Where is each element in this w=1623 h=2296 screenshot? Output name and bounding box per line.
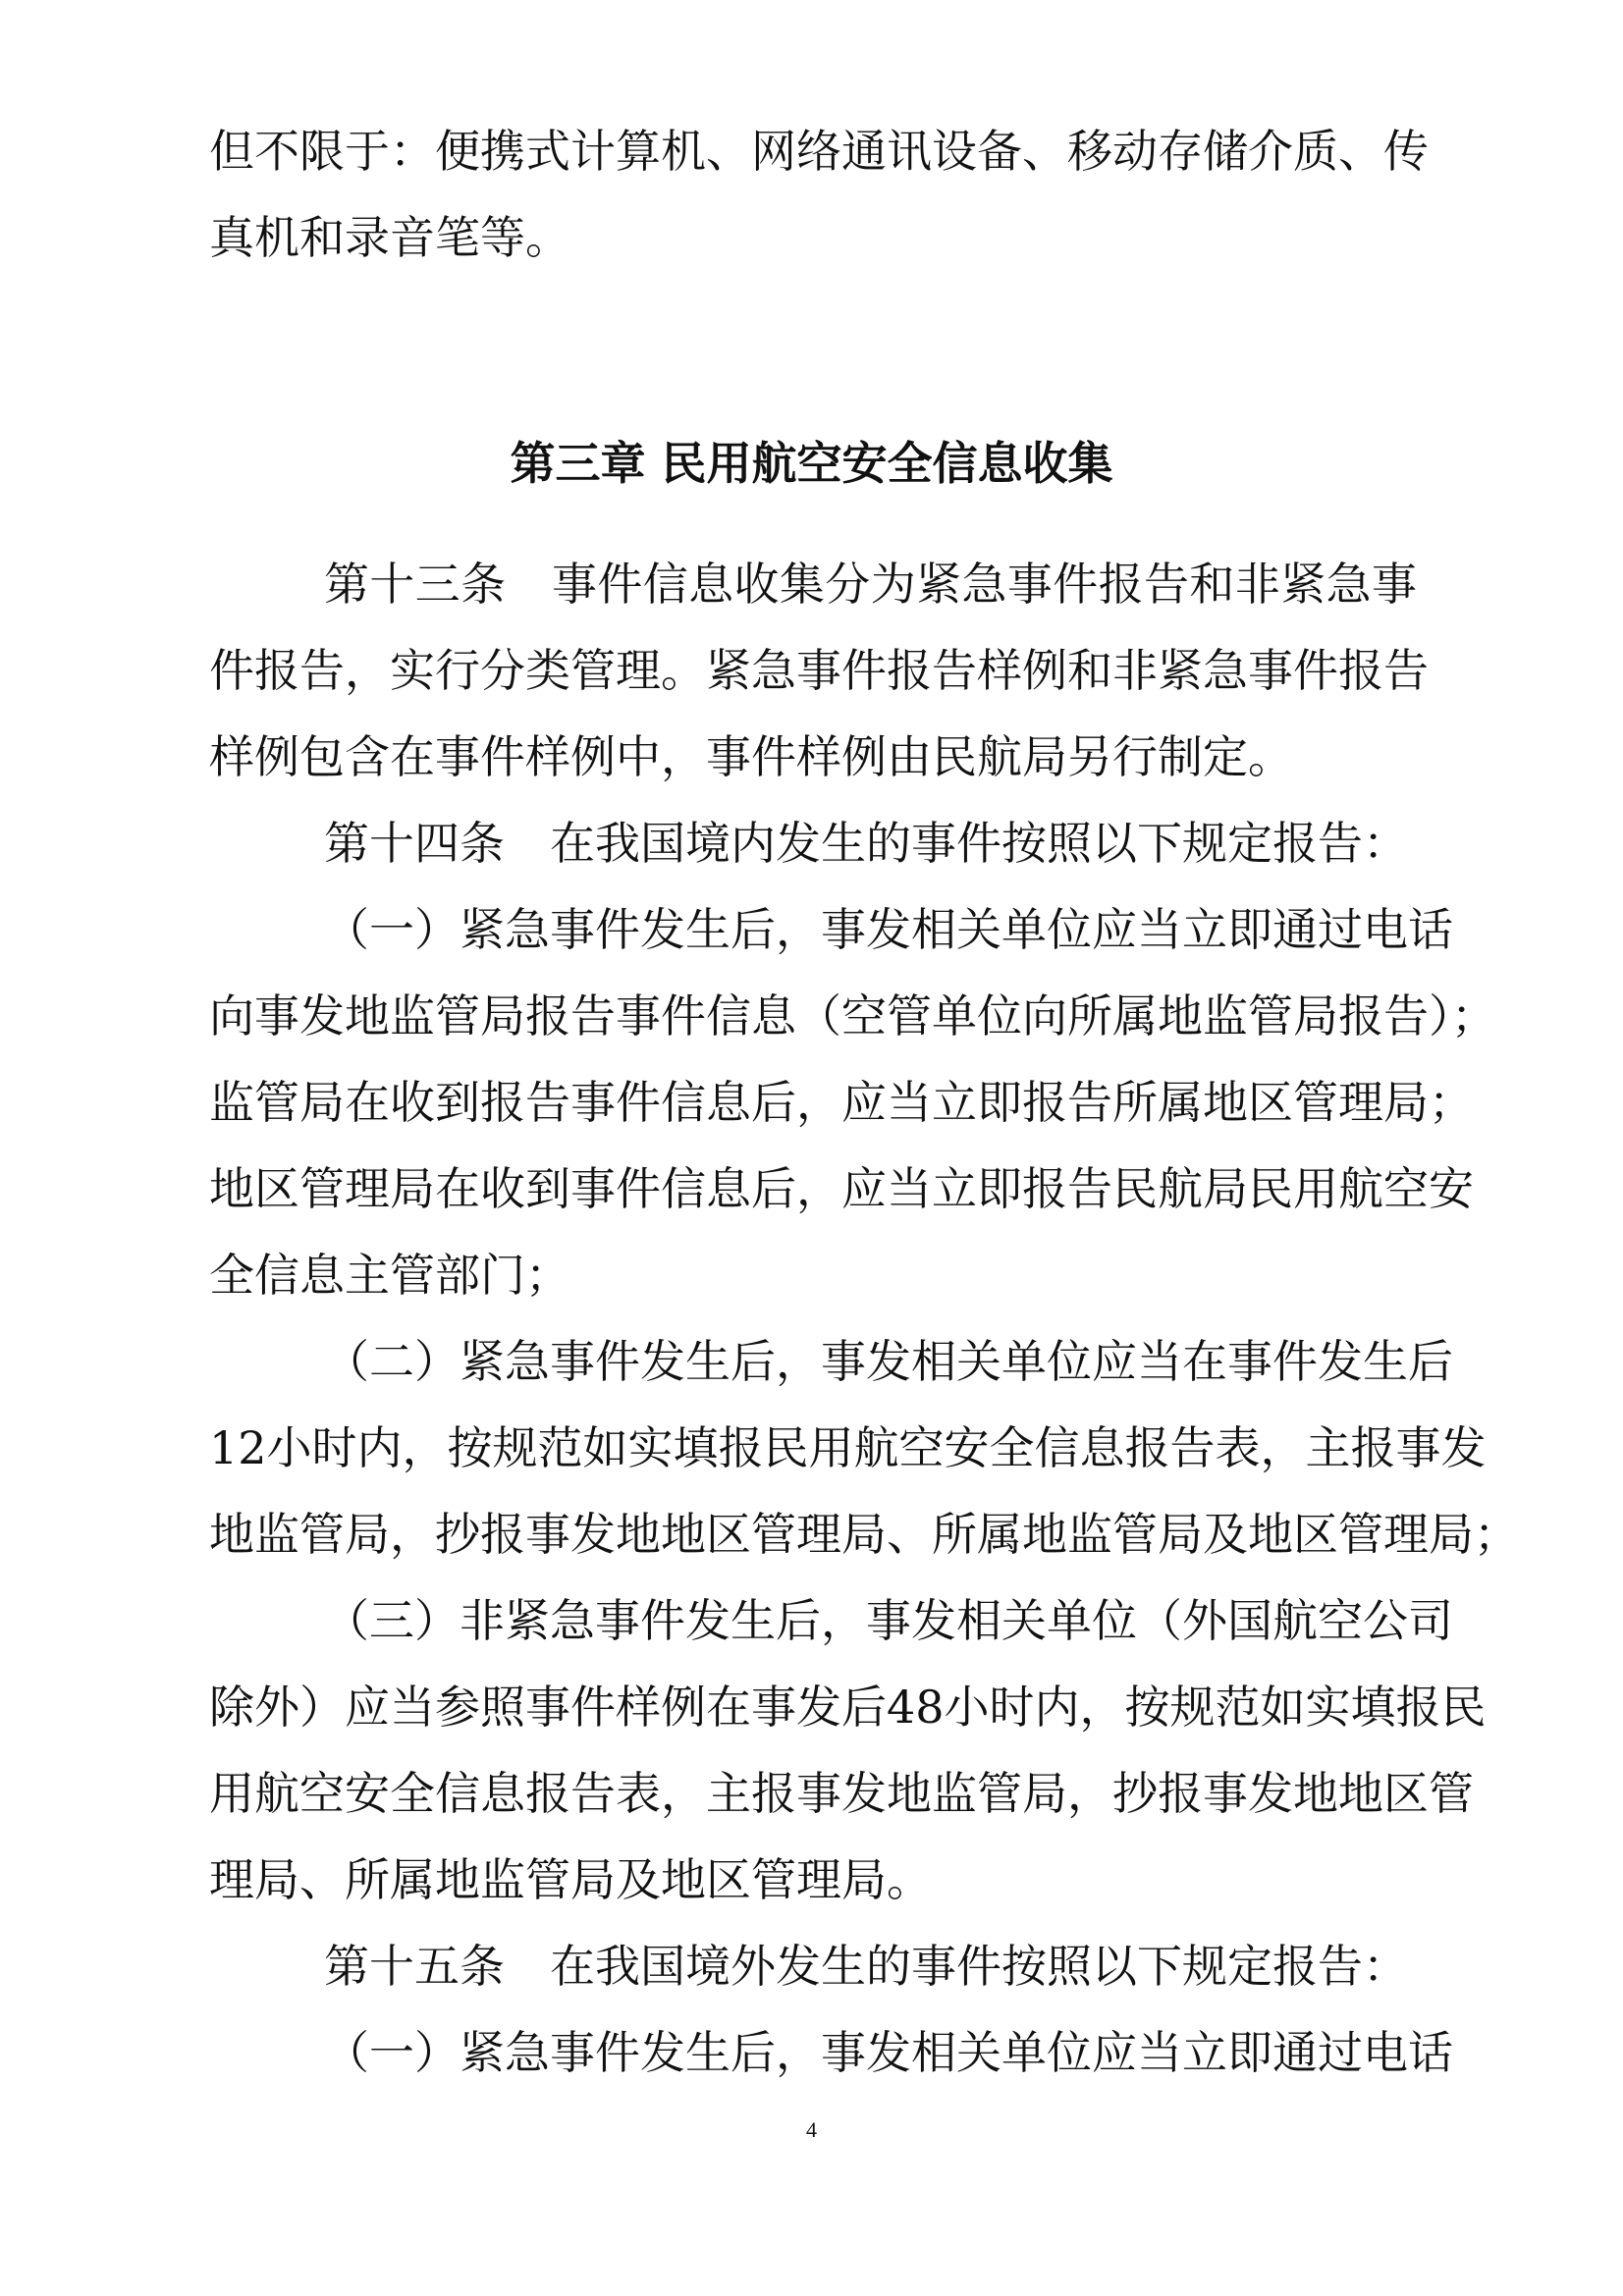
article-15-line: 第十五条 在我国境外发生的事件按照以下规定报告：: [324, 1940, 1408, 1993]
article-14-line: 第十四条 在我国境内发生的事件按照以下规定报告：: [324, 817, 1408, 870]
text-line: 用航空安全信息报告表，主报事发地监管局，抄报事发地地区管: [209, 1767, 1474, 1820]
text-line: 理局、所属地监管局及地区管理局。: [209, 1853, 932, 1906]
text-line: （三）非紧急事件发生后，事发相关单位（外国航空公司: [324, 1594, 1453, 1647]
page-number: 4: [806, 2117, 817, 2142]
text-line: 监管局在收到报告事件信息后，应当立即报告所属地区管理局；: [209, 1076, 1474, 1129]
text-line: （二）紧急事件发生后，事发相关单位应当在事件发生后: [324, 1335, 1453, 1388]
text-line: 向事发地监管局报告事件信息（空管单位向所属地监管局报告）；: [209, 989, 1496, 1042]
text-line: 地区管理局在收到事件信息后，应当立即报告民航局民用航空安: [209, 1162, 1474, 1215]
text-line: 全信息主管部门；: [209, 1249, 570, 1302]
text-line: 样例包含在事件样例中，事件样例由民航局另行制定。: [209, 730, 1293, 783]
text-line: 除外）应当参照事件样例在事发后48小时内，按规范如实填报民: [209, 1681, 1487, 1734]
text-line: （一）紧急事件发生后，事发相关单位应当立即通过电话: [324, 903, 1453, 956]
text-line: 12小时内，按规范如实填报民用航空安全信息报告表，主报事发: [209, 1421, 1487, 1474]
chapter-heading: 第三章 民用航空安全信息收集: [510, 437, 1113, 490]
text-line: 但不限于：便携式计算机、网络通讯设备、移动存储介质、传: [209, 125, 1429, 178]
text-line: 地监管局，抄报事发地地区管理局、所属地监管局及地区管理局；: [209, 1508, 1519, 1561]
article-13-line: 第十三条 事件信息收集分为紧急事件报告和非紧急事: [324, 558, 1417, 611]
text-line: 真机和录音笔等。: [209, 211, 570, 264]
text-line: （一）紧急事件发生后，事发相关单位应当立即通过电话: [324, 2026, 1453, 2079]
text-line: 件报告，实行分类管理。紧急事件报告样例和非紧急事件报告: [209, 644, 1429, 697]
